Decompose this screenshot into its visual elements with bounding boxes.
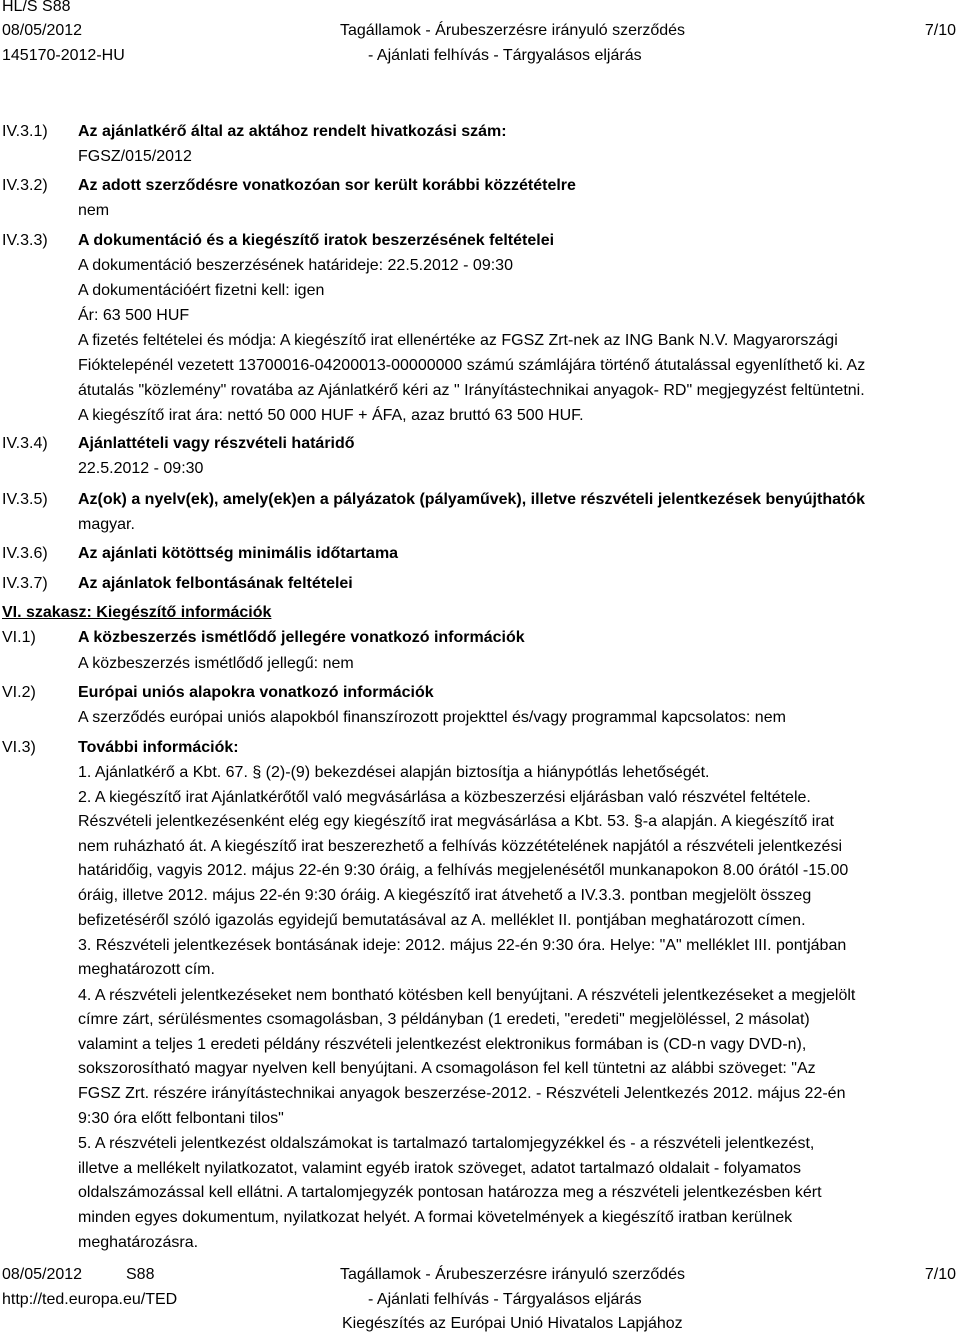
section-label: IV.3.7) <box>2 575 48 592</box>
section-value: nem <box>78 202 110 219</box>
section-label: IV.3.1) <box>2 123 48 140</box>
info-line: minden egyes dokumentum, nyilatkozat helyét. A formai követelmények a kiegészítő iratban kerülnek <box>78 1209 793 1226</box>
section-line: Fióktelepénél vezetett 13700016-04200013-00000000 számú számlájára történő átutalással egyenlíthető ki. Az <box>78 357 866 374</box>
info-line: meghatározásra. <box>78 1234 199 1251</box>
section-value: A közbeszerzés ismétlődő jellegű: nem <box>78 655 354 672</box>
section-vi-heading: VI. szakasz: Kiegészítő információk <box>2 604 272 621</box>
section-label: IV.3.4) <box>2 435 48 452</box>
section-title: Európai uniós alapokra vonatkozó információk <box>78 684 434 701</box>
info-line: illetve a mellékelt nyilatkozatot, valamint egyéb iratok szöveget, adatot tartalmazó oldalait - folyamatos <box>78 1160 802 1177</box>
section-line: A kiegészítő irat ára: nettó 50 000 HUF + ÁFA, azaz bruttó 63 500 HUF. <box>78 407 584 424</box>
section-title: Az ajánlatkérő által az aktához rendelt hivatkozási szám: <box>78 123 507 140</box>
info-line: határidőig, vagyis 2012. május 22-én 9:30 óráig, a felhívás megjelenésétől munkanapokon 8.00 órától -15.00 <box>78 862 849 879</box>
footer-page: 7/10 <box>924 1266 956 1283</box>
section-line: A dokumentációért fizetni kell: igen <box>78 282 325 299</box>
info-line: sokszorosítható magyar nyelven kell benyújtani. A csomagoláson fel kell tüntetni az alábbi szöveget: "Az <box>78 1060 816 1077</box>
header-date: 08/05/2012 <box>2 22 83 39</box>
section-value: A szerződés európai uniós alapokból finanszírozott projekttel és/vagy programmal kapcsolatos: nem <box>78 709 786 726</box>
info-line: meghatározott cím. <box>78 961 215 978</box>
info-line: 1. Ajánlatkérő a Kbt. 67. § (2)-(9) bekezdései alapján biztosítja a hiánypótlás lehetőségét. <box>78 764 710 781</box>
header-page: 7/10 <box>924 22 956 39</box>
info-line: óráig, illetve 2012. május 22-én 9:30 óráig. A kiegészítő irat átvehető a IV.3.3. pontban megjelölt összeg <box>78 887 812 904</box>
info-line: 9:30 óra előtt felbontani tilos" <box>78 1110 284 1127</box>
info-line: 2. A kiegészítő irat Ajánlatkérőtől való megvásárlása a közbeszerzési eljárásban való részvétel feltétele. <box>78 789 811 806</box>
section-label: VI.1) <box>2 629 36 646</box>
info-line: nem ruházható át. A kiegészítő irat beszerezhető a felhívás közzétételének napjától a részvételi jelentkezési <box>78 838 842 855</box>
section-title: Az ajánlatok felbontásának feltételei <box>78 575 353 592</box>
section-value: FGSZ/015/2012 <box>78 148 192 165</box>
section-line: A dokumentáció beszerzésének határideje: 22.5.2012 - 09:30 <box>78 257 513 274</box>
section-value: 22.5.2012 - 09:30 <box>78 460 204 477</box>
footer-supplement: Kiegészítés az Európai Unió Hivatalos Lapjához <box>342 1315 683 1332</box>
section-label: IV.3.2) <box>2 177 48 194</box>
section-label: VI.3) <box>2 739 36 756</box>
footer-subtitle: - Ajánlati felhívás - Tárgyalásos eljárás <box>368 1291 642 1308</box>
info-line: befizetéséről szóló igazolás egyidejű bemutatásával az A. melléklet II. pontjában meghatározott címen. <box>78 912 806 929</box>
section-title: Az ajánlati kötöttség minimális időtartama <box>78 545 399 562</box>
section-label: IV.3.3) <box>2 232 48 249</box>
doc-id: HL/S S88 <box>2 0 71 15</box>
section-title: Ajánlattételi vagy részvételi határidő <box>78 435 355 452</box>
header-ref: 145170-2012-HU <box>2 47 125 64</box>
section-line: átutalás "közlemény" rovatába az Ajánlatkérő kéri az " Irányítástechnikai anyagok- RD" megjegyzést feltüntetni. <box>78 382 865 399</box>
section-title: Az(ok) a nyelv(ek), amely(ek)en a pályázatok (pályaművek), illetve részvételi jelentkezések benyújthatók <box>78 491 865 508</box>
footer-date: 08/05/2012 <box>2 1266 83 1283</box>
info-line: 5. A részvételi jelentkezést oldalszámokat is tartalmazó tartalomjegyzékkel és - a részvételi jelentkezést, <box>78 1135 815 1152</box>
info-line: FGSZ Zrt. részére irányítástechnikai anyagok beszerzése-2012. - Részvételi Jelentkezés 2012. május 22-én <box>78 1085 846 1102</box>
section-label: VI.2) <box>2 684 36 701</box>
section-title: A közbeszerzés ismétlődő jellegére vonatkozó információk <box>78 629 525 646</box>
info-line: címre zárt, sérülésmentes csomagolásban, 3 példányban (1 eredeti, "eredeti" megjelöléssel, 2 másolat) <box>78 1011 810 1028</box>
section-line: Ár: 63 500 HUF <box>78 307 190 324</box>
header-title: Tagállamok - Árubeszerzésre irányuló szerződés <box>340 22 686 39</box>
footer-title: Tagállamok - Árubeszerzésre irányuló szerződés <box>340 1266 686 1283</box>
section-title: A dokumentáció és a kiegészítő iratok beszerzésének feltételei <box>78 232 555 249</box>
info-line: 3. Részvételi jelentkezések bontásának ideje: 2012. május 22-én 9:30 óra. Helye: "A" melléklet III. pontjában <box>78 937 847 954</box>
info-line: Részvételi jelentkezésenként elég egy kiegészítő irat megvásárlása a Kbt. 53. §-a alapján. A kiegészítő irat <box>78 813 834 830</box>
header-subtitle: - Ajánlati felhívás - Tárgyalásos eljárás <box>368 47 642 64</box>
section-value: magyar. <box>78 516 135 533</box>
section-label: IV.3.6) <box>2 545 48 562</box>
info-line: valamint a teljes 1 eredeti példány részvételi jelentkezést elektronikus formában is (CD-n vagy DVD-n), <box>78 1036 807 1053</box>
footer-code: S88 <box>126 1266 155 1283</box>
info-line: oldalszámozással kell ellátni. A tartalomjegyzék pontosan határozza meg a részvételi jelentkezésben kért <box>78 1184 822 1201</box>
section-title: Az adott szerződésre vonatkozóan sor került korábbi közzétételre <box>78 177 576 194</box>
section-title: További információk: <box>78 739 239 756</box>
section-label: IV.3.5) <box>2 491 48 508</box>
footer-url[interactable]: http://ted.europa.eu/TED <box>2 1291 178 1308</box>
section-line: A fizetés feltételei és módja: A kiegészítő irat ellenértéke az FGSZ Zrt-nek az ING Bank N.V. Magyarországi <box>78 332 838 349</box>
info-line: 4. A részvételi jelentkezéseket nem bontható kötésben kell benyújtani. A részvételi jelentkezéseket a megjelölt <box>78 987 856 1004</box>
